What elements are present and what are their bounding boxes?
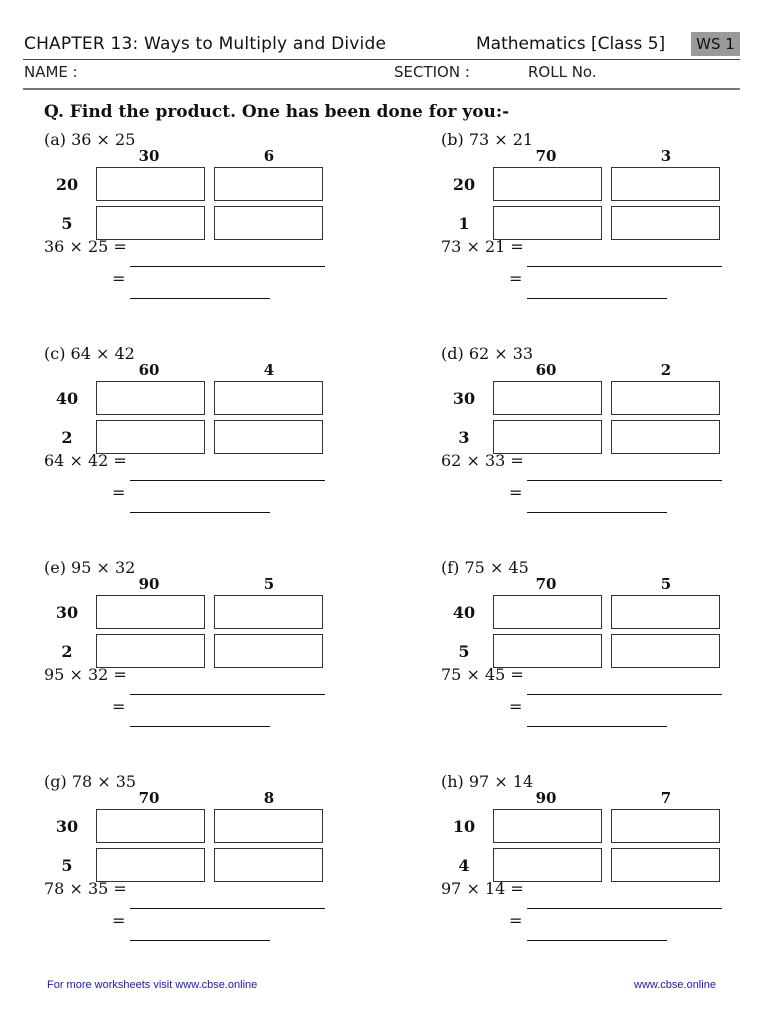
final-answer-line[interactable]: [130, 512, 270, 513]
answer-box[interactable]: [96, 381, 205, 415]
footer-right-link[interactable]: www.cbse.online: [634, 979, 716, 991]
problem-label: (e) 95 × 32: [44, 558, 136, 577]
column-header-ones: 2: [660, 361, 672, 379]
equals-sign: =: [112, 697, 126, 716]
answer-box[interactable]: [96, 420, 205, 454]
roll-label: ROLL No.: [528, 63, 597, 81]
answer-box[interactable]: [611, 848, 720, 882]
final-answer-line[interactable]: [527, 940, 667, 941]
answer-box[interactable]: [611, 595, 720, 629]
problem-label: (h) 97 × 14: [441, 772, 534, 791]
row-header-tens: 20: [55, 175, 79, 194]
row-header-tens: 30: [55, 817, 79, 836]
equals-sign: =: [509, 911, 523, 930]
chapter-title: CHAPTER 13: Ways to Multiply and Divide: [24, 34, 387, 54]
row-header-tens: 30: [452, 389, 476, 408]
answer-box[interactable]: [611, 167, 720, 201]
row-header-ones: 5: [61, 214, 73, 233]
answer-box[interactable]: [96, 595, 205, 629]
answer-box[interactable]: [493, 595, 602, 629]
answer-box[interactable]: [493, 634, 602, 668]
answer-box[interactable]: [96, 167, 205, 201]
name-label: NAME :: [24, 63, 78, 81]
final-answer-line[interactable]: [130, 940, 270, 941]
answer-box[interactable]: [96, 809, 205, 843]
product-equation: 62 × 33 =: [441, 451, 524, 470]
column-header-tens: 70: [535, 575, 557, 593]
column-header-ones: 8: [263, 789, 275, 807]
row-header-tens: 30: [55, 603, 79, 622]
final-answer-line[interactable]: [130, 726, 270, 727]
row-header-ones: 1: [458, 214, 470, 233]
answer-box[interactable]: [611, 206, 720, 240]
column-header-tens: 60: [138, 361, 160, 379]
section-label: SECTION :: [394, 63, 470, 81]
column-header-ones: 5: [660, 575, 672, 593]
column-header-ones: 6: [263, 147, 275, 165]
worksheet-badge: WS 1: [691, 32, 740, 56]
column-header-tens: 70: [138, 789, 160, 807]
product-equation: 95 × 32 =: [44, 665, 127, 684]
answer-line[interactable]: [130, 694, 325, 695]
problem-g: [44, 772, 344, 952]
column-header-ones: 5: [263, 575, 275, 593]
column-header-tens: 70: [535, 147, 557, 165]
column-header-tens: 90: [138, 575, 160, 593]
problem-c: [44, 344, 344, 524]
column-header-ones: 7: [660, 789, 672, 807]
column-header-tens: 60: [535, 361, 557, 379]
problem-e: [44, 558, 344, 738]
answer-box[interactable]: [96, 206, 205, 240]
answer-box[interactable]: [493, 848, 602, 882]
problem-a: [44, 130, 344, 310]
equals-sign: =: [509, 483, 523, 502]
subject-title: Mathematics [Class 5]: [476, 34, 666, 54]
answer-line[interactable]: [527, 908, 722, 909]
answer-line[interactable]: [130, 480, 325, 481]
final-answer-line[interactable]: [527, 298, 667, 299]
row-header-ones: 4: [458, 856, 470, 875]
equals-sign: =: [509, 697, 523, 716]
problem-label: (c) 64 × 42: [44, 344, 135, 363]
product-equation: 78 × 35 =: [44, 879, 127, 898]
product-equation: 73 × 21 =: [441, 237, 524, 256]
problem-label: (d) 62 × 33: [441, 344, 534, 363]
answer-box[interactable]: [611, 420, 720, 454]
product-equation: 36 × 25 =: [44, 237, 127, 256]
problem-label: (b) 73 × 21: [441, 130, 534, 149]
answer-box[interactable]: [96, 634, 205, 668]
answer-box[interactable]: [214, 167, 323, 201]
problem-h: [441, 772, 741, 952]
footer-left-link[interactable]: For more worksheets visit www.cbse.online: [47, 979, 258, 991]
final-answer-line[interactable]: [527, 512, 667, 513]
answer-box[interactable]: [493, 206, 602, 240]
answer-box[interactable]: [214, 634, 323, 668]
row-header-ones: 5: [61, 856, 73, 875]
answer-line[interactable]: [527, 694, 722, 695]
row-header-ones: 2: [61, 642, 73, 661]
answer-box[interactable]: [611, 381, 720, 415]
row-header-ones: 5: [458, 642, 470, 661]
problem-label: (f) 75 × 45: [441, 558, 529, 577]
final-answer-line[interactable]: [130, 298, 270, 299]
equals-sign: =: [112, 269, 126, 288]
problem-f: [441, 558, 741, 738]
answer-box[interactable]: [96, 848, 205, 882]
problem-label: (g) 78 × 35: [44, 772, 137, 791]
header-rule: [23, 59, 740, 60]
problem-b: [441, 130, 741, 310]
row-header-tens: 20: [452, 175, 476, 194]
question-text: Q. Find the product. One has been done for you:-: [44, 102, 510, 122]
answer-box[interactable]: [493, 381, 602, 415]
equals-sign: =: [112, 911, 126, 930]
answer-box[interactable]: [214, 848, 323, 882]
column-header-tens: 90: [535, 789, 557, 807]
row-header-tens: 40: [55, 389, 79, 408]
answer-box[interactable]: [493, 809, 602, 843]
answer-box[interactable]: [214, 809, 323, 843]
row-header-tens: 40: [452, 603, 476, 622]
answer-box[interactable]: [214, 420, 323, 454]
row-header-tens: 10: [452, 817, 476, 836]
equals-sign: =: [112, 483, 126, 502]
row-header-ones: 3: [458, 428, 470, 447]
answer-line[interactable]: [527, 480, 722, 481]
answer-line[interactable]: [527, 266, 722, 267]
answer-box[interactable]: [611, 634, 720, 668]
product-equation: 75 × 45 =: [441, 665, 524, 684]
column-header-ones: 3: [660, 147, 672, 165]
answer-box[interactable]: [493, 420, 602, 454]
header-divider: [23, 88, 740, 90]
column-header-tens: 30: [138, 147, 160, 165]
row-header-ones: 2: [61, 428, 73, 447]
answer-box[interactable]: [214, 595, 323, 629]
answer-box[interactable]: [611, 809, 720, 843]
product-equation: 97 × 14 =: [441, 879, 524, 898]
final-answer-line[interactable]: [527, 726, 667, 727]
problem-label: (a) 36 × 25: [44, 130, 136, 149]
answer-line[interactable]: [130, 908, 325, 909]
answer-box[interactable]: [214, 206, 323, 240]
answer-line[interactable]: [130, 266, 325, 267]
product-equation: 64 × 42 =: [44, 451, 127, 470]
column-header-ones: 4: [263, 361, 275, 379]
equals-sign: =: [509, 269, 523, 288]
problem-d: [441, 344, 741, 524]
answer-box[interactable]: [214, 381, 323, 415]
answer-box[interactable]: [493, 167, 602, 201]
